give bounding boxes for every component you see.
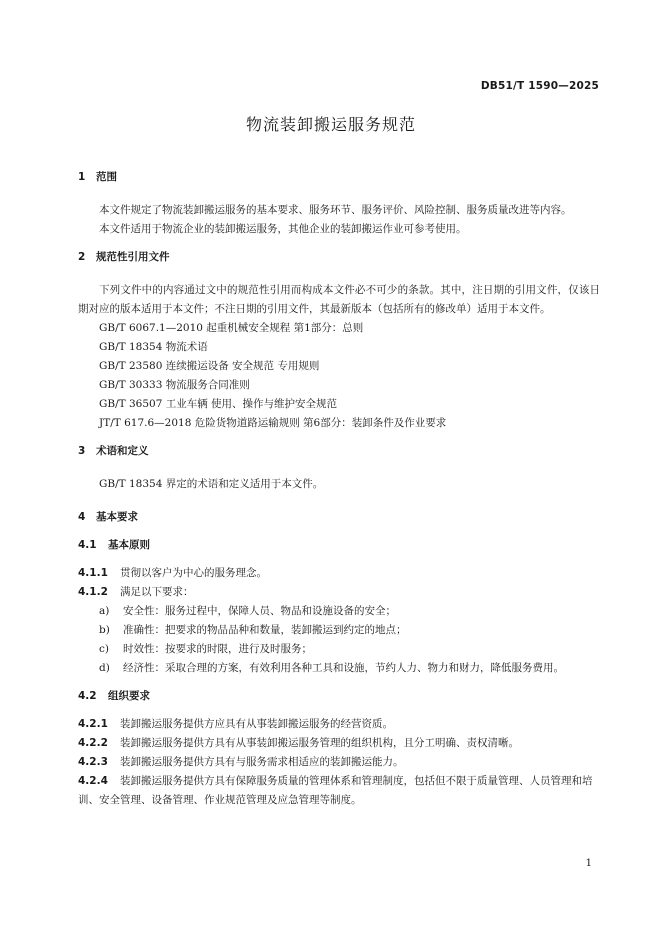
standard-code: DB51/T 1590—2025 — [480, 80, 599, 92]
clause-text: 装卸搬运服务提供方应具有从事装卸搬运服务的经营资质。 — [120, 718, 393, 730]
reference-item: GB/T 23580 连续搬运设备 安全规范 专用规则 — [99, 360, 320, 372]
section-heading-1 — [78, 168, 600, 187]
clause-text: 装卸搬运服务提供方具有从事装卸搬运服务管理的组织机构，且分工明确、责权清晰。 — [120, 737, 519, 749]
paragraph: 本文件规定了物流装卸搬运服务的基本要求、服务环节、服务评价、风险控制、服务质量改进等内容。 — [99, 204, 572, 216]
clause-4-2-2 — [78, 734, 600, 753]
section-number: 4 — [78, 511, 86, 523]
reference-item: GB/T 18354 物流术语 — [99, 341, 208, 353]
reference-item: GB/T 30333 物流服务合同准则 — [99, 379, 250, 391]
list-text: 安全性：服务过程中，保障人员、物品和设施设备的安全； — [123, 605, 396, 617]
page-number: 1 — [585, 858, 592, 869]
list-text: 经济性：采取合理的方案，有效利用各种工具和设施，节约人力、物力和财力，降低服务费用。 — [123, 662, 564, 674]
clause-text: 贯彻以客户为中心的服务理念。 — [120, 567, 267, 579]
section-heading-3 — [78, 442, 600, 461]
clause-number: 4.2.1 — [78, 718, 108, 730]
section-heading-2 — [78, 248, 600, 267]
section-title: 规范性引用文件 — [96, 251, 170, 263]
section-title: 术语和定义 — [96, 445, 149, 457]
clause-4-2-4 — [78, 772, 600, 810]
document-body — [78, 168, 600, 810]
subsection-heading-4-2 — [78, 687, 600, 706]
subsection-number: 4.2 — [78, 690, 97, 702]
clause-number: 4.1.2 — [78, 586, 108, 598]
section-heading-4 — [78, 508, 600, 527]
list-marker: d) — [99, 662, 110, 674]
paragraph: 下列文件中的内容通过文中的规范性引用而构成本文件必不可少的条款。其中，注日期的引用文件，仅该日期对应的版本适用于本文件；不注日期的引用文件，其最新版本（包括所有的修改单）适用于本文件。 — [78, 284, 600, 315]
subsection-title: 组织要求 — [108, 690, 150, 702]
subsection-title: 基本原则 — [108, 539, 150, 551]
clause-text: 装卸搬运服务提供方具有与服务需求相适应的装卸搬运能力。 — [120, 756, 404, 768]
subsection-heading-4-1 — [78, 536, 600, 555]
list-item — [78, 602, 600, 621]
clause-4-2-1 — [78, 715, 600, 734]
clause-4-1-1 — [78, 564, 600, 583]
clause-4-2-3 — [78, 753, 600, 772]
section-number: 2 — [78, 251, 86, 263]
list-item — [78, 621, 600, 640]
section-number: 1 — [78, 171, 86, 183]
reference-item: GB/T 36507 工业车辆 使用、操作与维护安全规范 — [99, 398, 338, 410]
clause-text: 满足以下要求： — [120, 586, 194, 598]
paragraph: 本文件适用于物流企业的装卸搬运服务，其他企业的装卸搬运作业可参考使用。 — [99, 223, 467, 235]
list-marker: a) — [99, 605, 110, 617]
reference-item: JT/T 617.6—2018 危险货物道路运输规则 第6部分：装卸条件及作业要求 — [99, 417, 447, 429]
clause-number: 4.2.3 — [78, 756, 108, 768]
section-title: 范围 — [96, 171, 117, 183]
clause-text: 装卸搬运服务提供方具有保障服务质量的管理体系和管理制度，包括但不限于质量管理、人员管理和培训、安全管理、设备管理、作业规范管理及应急管理等制度。 — [78, 775, 593, 806]
list-item — [78, 640, 600, 659]
list-text: 准确性：把要求的物品品种和数量，装卸搬运到约定的地点； — [123, 624, 407, 636]
section-number: 3 — [78, 445, 86, 457]
reference-item: GB/T 6067.1—2010 起重机械安全规程 第1部分：总则 — [99, 322, 364, 334]
list-item — [78, 659, 600, 678]
subsection-number: 4.1 — [78, 539, 97, 551]
section-title: 基本要求 — [96, 511, 138, 523]
clause-number: 4.2.4 — [78, 775, 108, 787]
list-text: 时效性：按要求的时限，进行及时服务； — [123, 643, 312, 655]
document-title: 物流装卸搬运服务规范 — [245, 115, 416, 134]
list-marker: c) — [99, 643, 109, 655]
paragraph: GB/T 18354 界定的术语和定义适用于本文件。 — [99, 478, 324, 490]
clause-4-1-2 — [78, 583, 600, 602]
list-marker: b) — [99, 624, 110, 636]
clause-number: 4.2.2 — [78, 737, 108, 749]
clause-number: 4.1.1 — [78, 567, 108, 579]
